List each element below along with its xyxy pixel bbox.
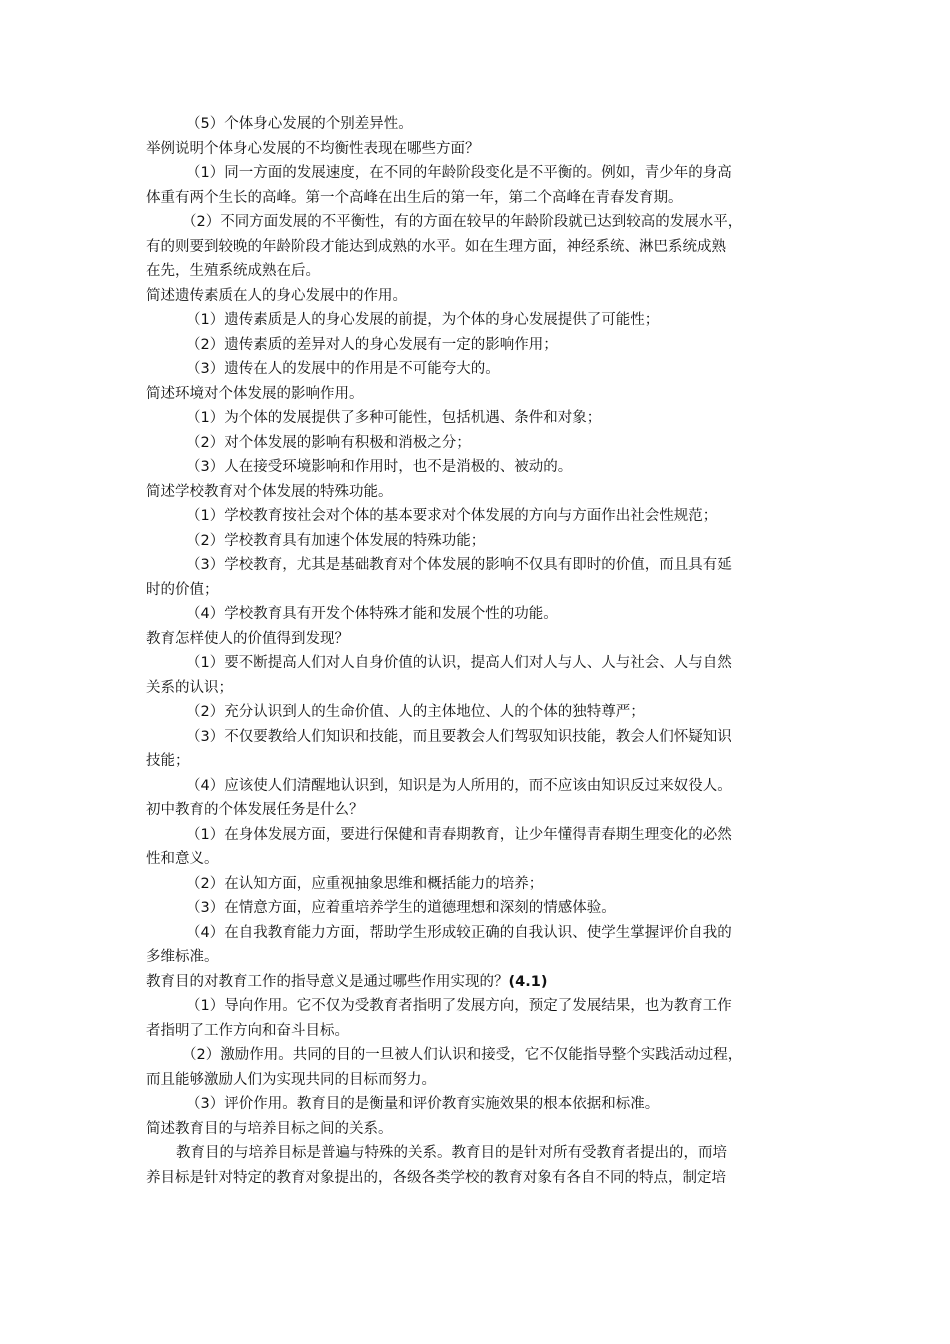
text-line	[146, 112, 810, 137]
line-text: （2）对个体发展的影响有积极和消极之分；	[186, 434, 471, 451]
line-text: （2）不同方面发展的不平衡性，有的方面在较早的年龄阶段就已达到较高的发展水平，	[182, 214, 743, 230]
line-text: 多维标准。	[146, 949, 219, 965]
text-line	[146, 161, 810, 186]
line-text: 关系的认识；	[146, 679, 233, 696]
question-heading	[146, 798, 810, 823]
text-line	[146, 651, 810, 676]
line-text: （4）在自我教育能力方面，帮助学生形成较正确的自我认识、使学生掌握评价自我的	[186, 924, 732, 941]
text-line	[146, 578, 810, 603]
line-text: 时的价值；	[146, 581, 219, 598]
line-text: 教育目的与培养目标是普遍与特殊的关系。教育目的是针对所有受教育者提出的，而培	[176, 1145, 727, 1161]
question-heading	[146, 480, 810, 505]
line-text: （3）在情意方面，应着重培养学生的道德理想和深刻的情感体验。	[186, 900, 616, 916]
line-text: 简述教育目的与培养目标之间的关系。	[146, 1120, 393, 1137]
line-text: （1）为个体的发展提供了多种可能性，包括机遇、条件和对象；	[186, 410, 602, 426]
line-text: （1）要不断提高人们对人自身价值的认识，提高人们对人与人、人与社会、人与自然	[186, 655, 732, 671]
line-text: 养目标是针对特定的教育对象提出的，各级各类学校的教育对象有各自不同的特点，制定培	[146, 1169, 726, 1186]
line-text: 举例说明个体身心发展的不均衡性表现在哪些方面？	[146, 140, 480, 157]
question-heading	[146, 970, 810, 995]
text-line	[146, 186, 810, 211]
text-line	[146, 602, 810, 627]
text-line	[146, 896, 810, 921]
question-heading	[146, 627, 810, 652]
text-line	[146, 994, 810, 1019]
line-text: 简述遗传素质在人的身心发展中的作用。	[146, 287, 407, 304]
text-line	[146, 504, 810, 529]
line-text: （1）遗传素质是人的身心发展的前提，为个体的身心发展提供了可能性；	[186, 312, 660, 328]
text-line	[146, 553, 810, 578]
text-line	[146, 1141, 810, 1166]
text-line	[146, 431, 810, 456]
text-line	[146, 872, 810, 897]
line-text: 体重有两个生长的高峰。第一个高峰在出生后的第一年，第二个高峰在青春发育期。	[146, 189, 683, 206]
line-text: 在先，生殖系统成熟在后。	[146, 263, 320, 279]
text-line	[146, 749, 810, 774]
text-line	[146, 1092, 810, 1117]
text-line	[146, 235, 810, 260]
text-line	[146, 1043, 810, 1068]
line-text: （4）应该使人们清醒地认识到，知识是为人所用的，而不应该由知识反过来奴役人。	[186, 777, 732, 794]
text-line	[146, 1019, 810, 1044]
line-text: （3）人在接受环境影响和作用时，也不是消极的、被动的。	[186, 459, 573, 475]
text-line	[146, 921, 810, 946]
text-line	[146, 774, 810, 799]
section-tag: (4.1)	[508, 973, 548, 990]
text-line	[146, 823, 810, 848]
question-heading	[146, 382, 810, 407]
line-text: （1）学校教育按社会对个体的基本要求对个体发展的方向与方面作出社会性规范；	[186, 508, 718, 524]
line-text: （5）个体身心发展的个别差异性。	[186, 116, 413, 132]
question-heading	[146, 284, 810, 309]
line-text: 简述学校教育对个体发展的特殊功能。	[146, 483, 393, 500]
line-text: （2）充分认识到人的生命价值、人的主体地位、人的个体的独特尊严；	[186, 704, 645, 720]
text-line	[146, 455, 810, 480]
line-text: 有的则要到较晚的年龄阶段才能达到成熟的水平。如在生理方面，神经系统、淋巴系统成熟	[146, 238, 726, 255]
text-line	[146, 1068, 810, 1093]
question-heading	[146, 137, 810, 162]
line-text: （1）在身体发展方面，要进行保健和青春期教育，让少年懂得青春期生理变化的必然	[186, 826, 732, 843]
line-text: （4）学校教育具有开发个体特殊才能和发展个性的功能。	[186, 606, 558, 622]
text-line	[146, 725, 810, 750]
line-text: （2）在认知方面，应重视抽象思维和概括能力的培养；	[186, 875, 544, 892]
line-text: （3）学校教育，尤其是基础教育对个体发展的影响不仅具有即时的价值，而且具有延	[186, 557, 732, 573]
line-text: 技能；	[146, 753, 190, 769]
line-text: （1）同一方面的发展速度，在不同的年龄阶段变化是不平衡的。例如，青少年的身高	[186, 165, 732, 181]
line-text: （2）激励作用。共同的目的一旦被人们认识和接受，它不仅能指导整个实践活动过程，	[182, 1047, 743, 1063]
text-line	[146, 357, 810, 382]
line-text: 者指明了工作方向和奋斗目标。	[146, 1022, 349, 1039]
line-text: （1）导向作用。它不仅为受教育者指明了发展方向，预定了发展结果，也为教育工作	[186, 998, 732, 1014]
text-line	[146, 676, 810, 701]
line-text: 初中教育的个体发展任务是什么？	[146, 802, 364, 818]
text-line	[146, 700, 810, 725]
document-body	[146, 112, 810, 1190]
text-line	[146, 210, 810, 235]
question-heading	[146, 1117, 810, 1142]
line-text: 简述环境对个体发展的影响作用。	[146, 385, 364, 402]
line-text: 教育怎样使人的价值得到发现？	[146, 630, 349, 647]
line-text: （3）不仅要教给人们知识和技能，而且要教会人们驾驭知识技能，教会人们怀疑知识	[186, 728, 732, 745]
line-text: （2）遗传素质的差异对人的身心发展有一定的影响作用；	[186, 336, 558, 353]
line-text: 性和意义。	[146, 851, 219, 867]
text-line	[146, 847, 810, 872]
line-text: （3）评价作用。教育目的是衡量和评价教育实施效果的根本依据和标准。	[186, 1096, 660, 1112]
line-text: （3）遗传在人的发展中的作用是不可能夸大的。	[186, 361, 500, 377]
text-line	[146, 406, 810, 431]
text-line	[146, 1166, 810, 1191]
text-line	[146, 945, 810, 970]
text-line	[146, 333, 810, 358]
text-line	[146, 259, 810, 284]
line-text: 而且能够激励人们为实现共同的目标而努力。	[146, 1071, 436, 1088]
line-text: （2）学校教育具有加速个体发展的特殊功能；	[186, 532, 486, 549]
text-line	[146, 529, 810, 554]
line-text: 教育目的对教育工作的指导意义是通过哪些作用实现的？	[146, 973, 509, 990]
text-line	[146, 308, 810, 333]
